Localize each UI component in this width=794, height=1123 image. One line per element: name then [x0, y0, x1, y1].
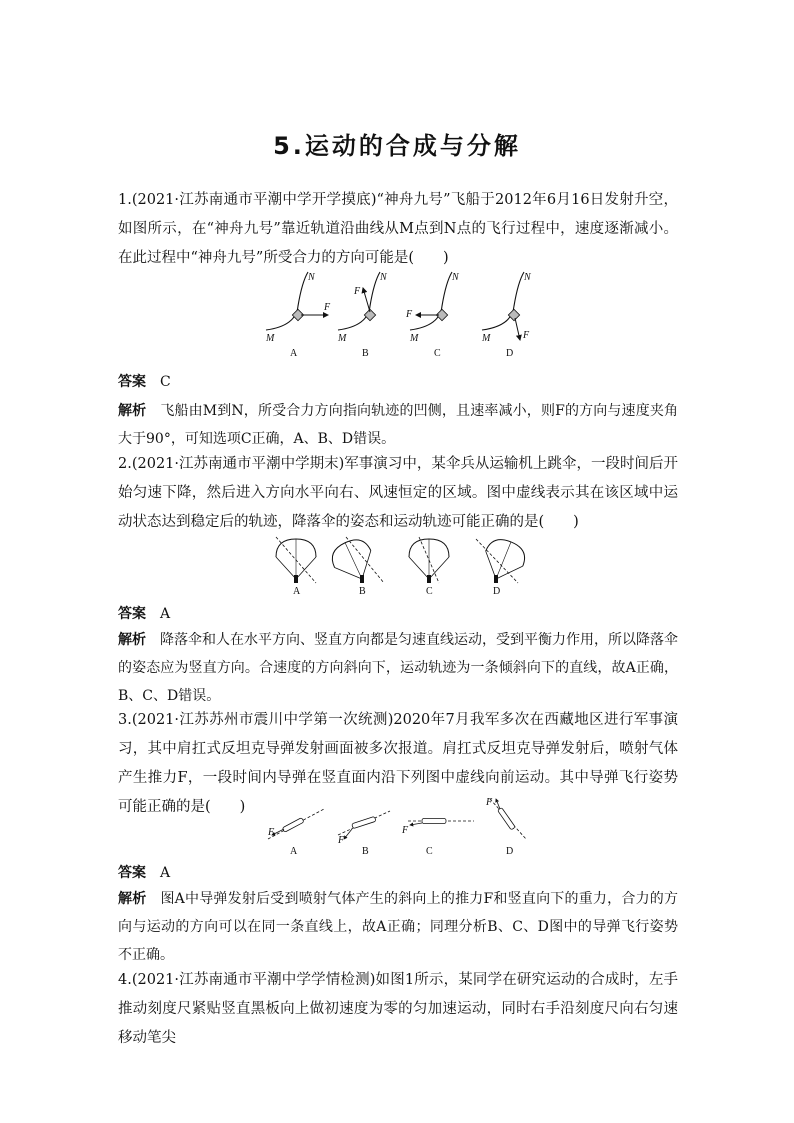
- option-label: A: [293, 586, 301, 597]
- figure-1-option-d: [481, 272, 532, 359]
- option-label: B: [362, 846, 369, 857]
- analysis-label: 解析: [118, 632, 146, 648]
- point-m-label: M: [338, 333, 347, 344]
- answer-3: [118, 862, 678, 884]
- force-label: F: [268, 827, 275, 838]
- figure-2-option-b: [327, 534, 384, 597]
- option-label: B: [359, 586, 366, 597]
- figure-2-option-d: [476, 534, 530, 597]
- answer-value: A: [160, 865, 171, 881]
- force-label: F: [338, 835, 345, 846]
- force-label: F: [486, 797, 493, 808]
- answer-label: 答案: [118, 606, 146, 622]
- option-label: A: [290, 348, 298, 359]
- analysis-label: 解析: [118, 891, 147, 907]
- point-m-label: M: [482, 333, 491, 344]
- answer-2: [118, 603, 678, 625]
- point-m-label: M: [266, 333, 275, 344]
- figure-2-option-c: [409, 537, 449, 597]
- point-n-label: N: [524, 272, 531, 283]
- analysis-text: 图A中导弹发射后受到喷射气体产生的斜向上的推力F和竖直向下的重力，合力的方向与运动的方向可以在同一条直线上，故A正确；同理分析B、C、D图中的导弹飞行姿势不正确。: [118, 891, 679, 963]
- figure-3-option-b: [337, 811, 390, 857]
- option-label: C: [426, 846, 433, 857]
- question-2-text: 2.(2021·江苏南通市平潮中学期末)军事演习中，某伞兵从运输机上跳伞，一段时间后开始匀速下降，然后进入方向水平向右、风速恒定的区域。图中虚线表示其在该区域中运动状态达到稳定后的轨迹，降落伞的姿态和运动轨迹可能正确的是( ): [118, 456, 678, 530]
- answer-value: A: [160, 606, 171, 622]
- question-3-text: 3.(2021·江苏苏州市震川中学第一次统测)2020年7月我军多次在西藏地区进行军事演习，其中肩扛式反坦克导弹发射画面被多次报道。肩扛式反坦克导弹发射后，喷射气体产生推力F，一段时间内导弹在竖直面内沿下列图中虚线向前运动。其中导弹飞行姿势可能正确的是( ): [118, 712, 678, 815]
- force-label: F: [324, 302, 331, 313]
- figure-3-option-d: [485, 797, 526, 857]
- analysis-2: [118, 626, 678, 710]
- option-label: B: [362, 348, 369, 359]
- figure-1-option-a: [265, 272, 331, 359]
- force-label: F: [523, 330, 530, 341]
- answer-label: 答案: [118, 374, 146, 390]
- force-label: F: [354, 286, 361, 297]
- figure-2-option-a: [276, 537, 316, 597]
- figure-3-option-c: [401, 819, 474, 858]
- page-title: 5.运动的合成与分解: [273, 132, 521, 160]
- analysis-1: [118, 397, 678, 453]
- option-label: C: [434, 348, 441, 359]
- point-n-label: N: [380, 272, 387, 283]
- point-m-label: M: [410, 333, 419, 344]
- analysis-text: 飞船由M到N，所受合力方向指向轨迹的凹侧，且速率减小，则F的方向与速度夹角大于90°，可知选项C正确，A、B、D错误。: [118, 403, 679, 447]
- option-label: A: [290, 846, 298, 857]
- option-label: D: [506, 846, 514, 857]
- question-1-text: 1.(2021·江苏南通市平潮中学开学摸底)“神舟九号”飞船于2012年6月16日发射升空，如图所示，在“神舟九号”靠近轨道沿曲线从M点到N点的飞行过程中，速度逐渐减小。在此过程中“神舟九号”所受合力的方向可能是( ): [118, 192, 678, 266]
- option-label: C: [426, 586, 433, 597]
- point-n-label: N: [452, 272, 459, 283]
- option-label: D: [506, 348, 514, 359]
- question-1-figure: [258, 268, 531, 363]
- option-label: D: [493, 586, 501, 597]
- force-label: F: [402, 825, 409, 836]
- answer-value: C: [160, 374, 171, 390]
- analysis-text: 降落伞和人在水平方向、竖直方向都是匀速直线运动，受到平衡力作用，所以降落伞的姿态应为竖直方向。合速度的方向斜向下，运动轨迹为一条倾斜向下的直线，故A正确，B、C、D错误。: [118, 632, 678, 704]
- point-n-label: N: [308, 272, 315, 283]
- figure-1-option-b: [337, 272, 388, 359]
- answer-1: [118, 371, 678, 393]
- question-2-figure: [262, 535, 532, 597]
- figure-3-option-a: [267, 809, 324, 857]
- force-label: F: [406, 309, 413, 320]
- question-3-figure: [262, 795, 532, 857]
- question-4-text: 4.(2021·江苏南通市平潮中学学情检测)如图1所示，某同学在研究运动的合成时，左手推动刻度尺紧贴竖直黑板向上做初速度为零的匀加速运动，同时右手沿刻度尺向右匀速移动笔尖: [118, 972, 678, 1046]
- analysis-label: 解析: [118, 403, 147, 419]
- answer-label: 答案: [118, 865, 146, 881]
- analysis-3: [118, 885, 678, 969]
- figure-1-option-c: [405, 272, 460, 359]
